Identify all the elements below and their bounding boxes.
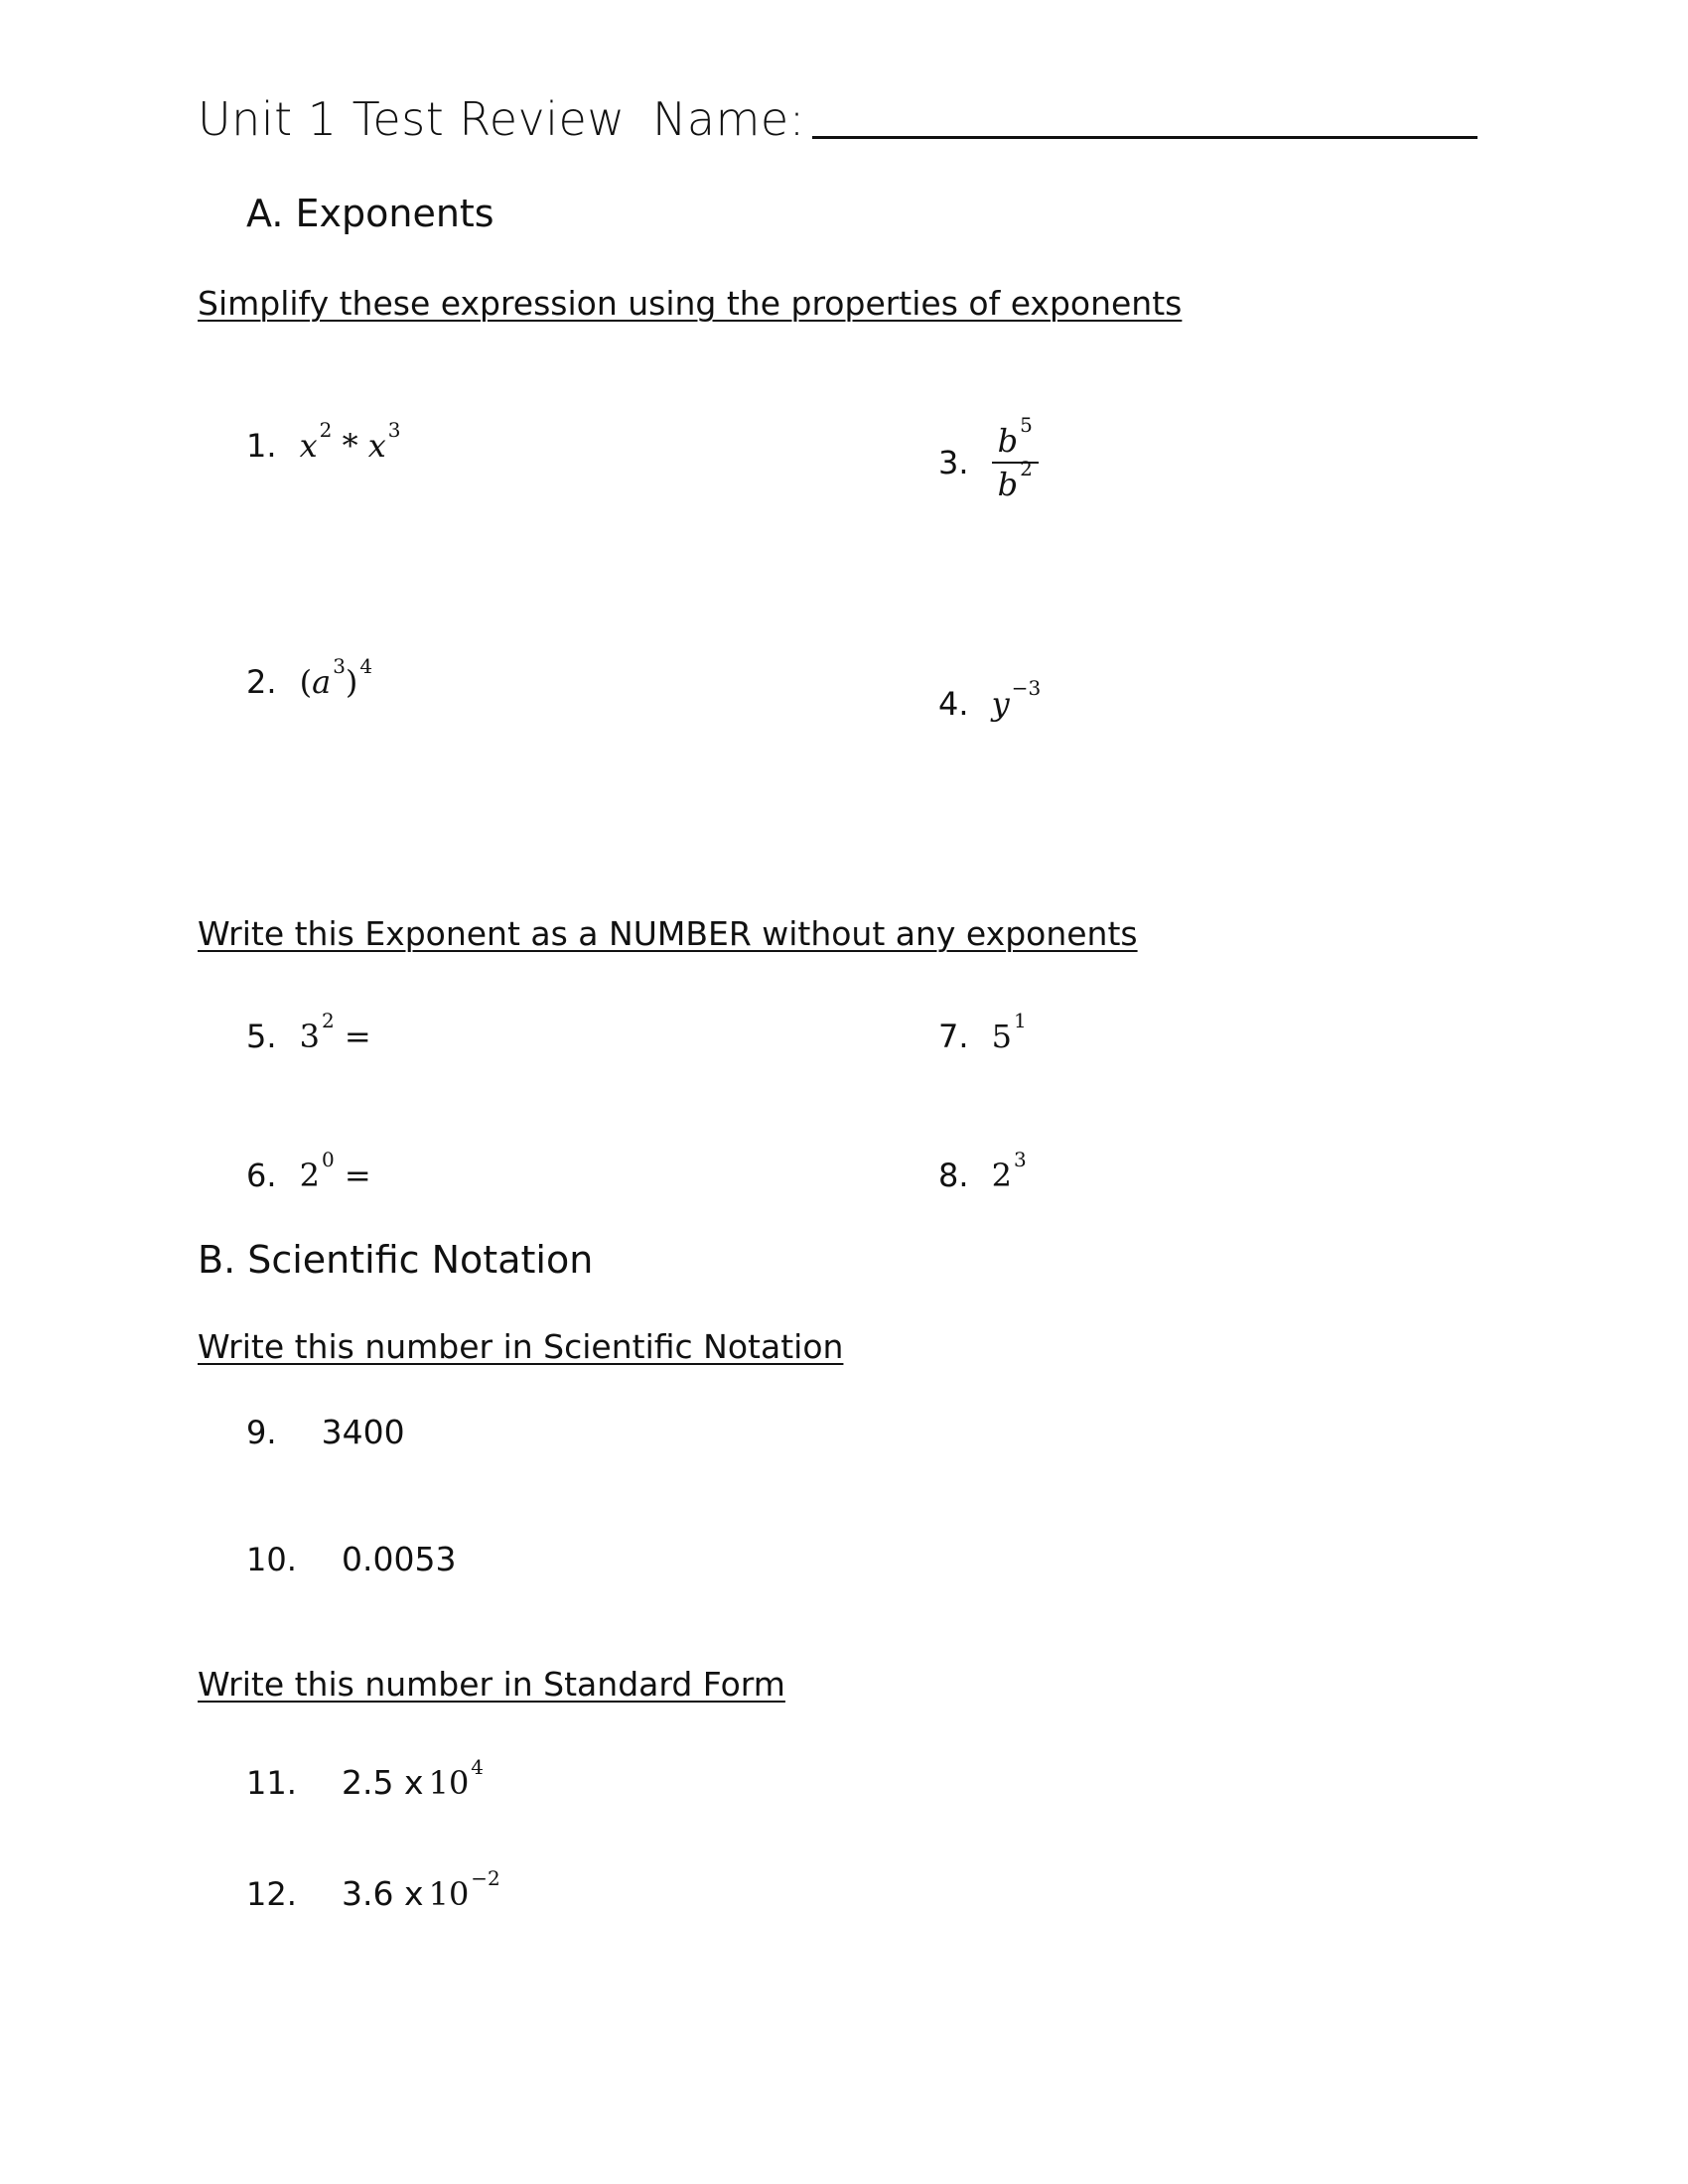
question-number: 9.	[246, 1414, 277, 1451]
question-number: 4.	[938, 685, 969, 723]
question-10	[246, 1540, 456, 1578]
question-2	[246, 654, 373, 701]
question-number: 3.	[938, 444, 969, 481]
expression: 2 $^0$ =	[299, 1148, 371, 1194]
fraction-expression: $\frac{b ^5}{b ^2}$	[992, 422, 1039, 503]
name-field[interactable]	[812, 136, 1477, 139]
question-number: 11.	[246, 1764, 297, 1802]
mantissa: 2.5 x	[341, 1763, 424, 1802]
question-number: 12.	[246, 1875, 297, 1913]
question-number: 7.	[938, 1018, 969, 1055]
question-number: 8.	[938, 1157, 969, 1194]
question-number: 2.	[246, 663, 277, 701]
question-number: 6.	[246, 1157, 277, 1194]
instruction-number: Write this Exponent as a NUMBER without any exponents	[198, 914, 1138, 953]
question-value: 0.0053	[341, 1540, 457, 1578]
question-9	[246, 1413, 405, 1451]
question-number: 1.	[246, 427, 277, 465]
section-a-heading: A. Exponents	[246, 192, 494, 235]
mantissa: 3.6 x	[341, 1874, 424, 1913]
question-value: 3400	[321, 1413, 405, 1451]
question-12	[246, 1866, 500, 1913]
instruction-scientific: Write this number in Scientific Notation	[198, 1327, 844, 1366]
question-11	[246, 1755, 485, 1802]
expression: 3 $^2$ =	[299, 1009, 371, 1055]
instruction-standard: Write this number in Standard Form	[198, 1665, 785, 1704]
power-of-ten: 10 $^{-2}$	[428, 1866, 500, 1913]
question-number: 10.	[246, 1541, 297, 1578]
question-1	[246, 418, 401, 465]
instruction-simplify: Simplify these expression using the properties of exponents	[198, 284, 1183, 323]
question-6	[246, 1148, 371, 1194]
expression: x $^2$ * x $^3$	[299, 418, 401, 465]
power-of-ten: 10 $^4$	[428, 1755, 485, 1802]
expression: y $^{-3}$	[991, 676, 1042, 723]
question-5	[246, 1009, 371, 1055]
question-4	[938, 676, 1042, 723]
question-number: 5.	[246, 1018, 277, 1055]
expression: (a $^3$) $^4$	[299, 654, 373, 701]
expression: 2 $^3$	[991, 1148, 1027, 1194]
page-title: Unit 1 Test Review	[198, 92, 626, 146]
question-3	[938, 413, 1039, 503]
section-b-heading: B. Scientific Notation	[198, 1238, 594, 1282]
question-8	[938, 1148, 1027, 1194]
name-label: Name:	[652, 92, 805, 146]
expression: 5 $^1$	[991, 1009, 1027, 1055]
question-7	[938, 1009, 1027, 1055]
